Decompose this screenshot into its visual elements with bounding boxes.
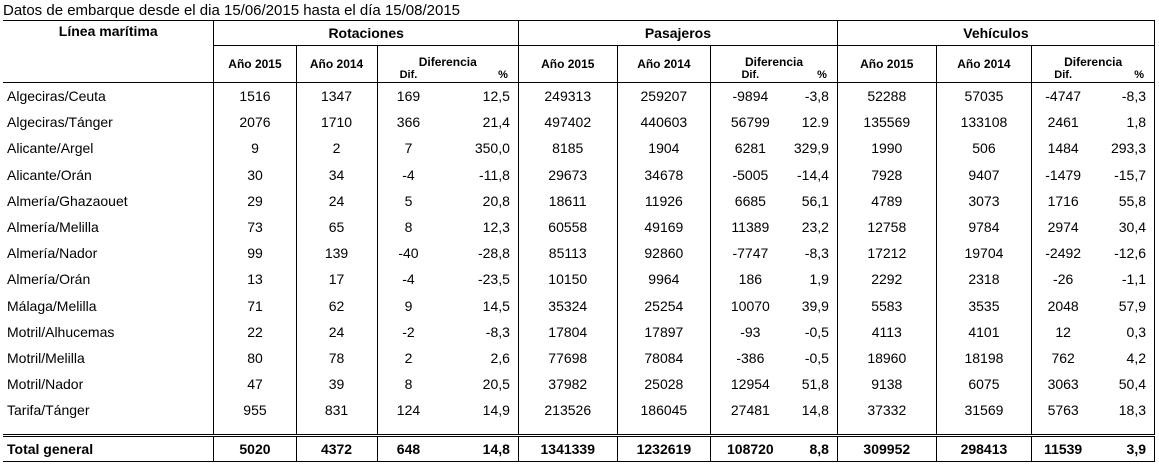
route-name: Motril/Nador (3, 371, 214, 397)
column-header-linea: Línea marítima (3, 21, 214, 83)
rot-year2014-cell: 1347 (296, 83, 377, 110)
rot-pct-cell: -11,8 (479, 166, 510, 183)
table-row (3, 319, 1155, 345)
veh-year2015-header: Año 2015 (837, 46, 936, 83)
rot-year2014-cell: 2 (296, 135, 377, 161)
pas-year2014-cell: 1904 (617, 135, 711, 161)
pas-dif-cell: 11389 (711, 214, 790, 240)
rot-pct-cell: 14,9 (482, 402, 510, 419)
veh-year2015-cell: 37332 (837, 397, 936, 423)
veh-year2015-cell: 18960 (837, 345, 936, 371)
pas-year2015-cell: 37982 (518, 371, 617, 397)
rot-year2015-cell: 22 (214, 319, 296, 345)
veh-year2015-cell: 2292 (837, 266, 936, 292)
veh-pct-header: % (1094, 69, 1154, 83)
table-row (3, 293, 1155, 319)
rot-year2014-cell: 34 (296, 162, 377, 188)
veh-year2014-cell: 6075 (936, 371, 1032, 397)
veh-year2014-cell: 2318 (936, 266, 1032, 292)
veh-year2015-cell: 7928 (837, 162, 936, 188)
pas-dif-cell: 12954 (711, 371, 790, 397)
table-row (3, 162, 1155, 188)
pas-pct-cell: 12.9 (801, 114, 829, 131)
rot-year2015-cell: 99 (214, 240, 296, 266)
table-row (3, 83, 1155, 110)
pas-year2014-header: Año 2014 (617, 46, 711, 83)
pas-pct-cell: -0,5 (804, 349, 829, 366)
veh-pct-cell: 1,8 (1094, 109, 1154, 135)
rot-dif-cell: 124 (377, 397, 439, 423)
pas-pct-cell: 51,8 (801, 376, 829, 393)
separator-cell (617, 423, 711, 436)
veh-dif-cell: 12 (1032, 319, 1094, 345)
route-name: Almería/Nador (3, 240, 214, 266)
rot-year2014-cell: 78 (296, 345, 377, 371)
route-name: Motril/Alhucemas (3, 319, 214, 345)
separator-cell (439, 423, 518, 436)
rot-pct-cell: -23,5 (477, 271, 510, 288)
veh-dif-cell: 1716 (1032, 188, 1094, 214)
veh-dif-cell: 2974 (1032, 214, 1094, 240)
header-row-groups (3, 21, 1155, 46)
veh-dif-cell: 5763 (1032, 397, 1094, 423)
separator-cell (1032, 423, 1094, 436)
pas-diferencia-header: Diferencia (711, 46, 838, 70)
group-header-rotaciones: Rotaciones (214, 21, 518, 46)
rot-year2014-cell: 62 (296, 293, 377, 319)
pas-dif-cell: -5005 (711, 162, 790, 188)
pas-year2015-cell: 10150 (518, 266, 617, 292)
separator-cell (296, 423, 377, 436)
rot-year2014-cell: 1710 (296, 109, 377, 135)
rot-year2015-cell: 47 (214, 371, 296, 397)
rot-year2015-cell: 9 (214, 135, 296, 161)
table-row (3, 266, 1155, 292)
route-name: Total general (3, 436, 214, 462)
rot-dif-cell: 5 (377, 188, 439, 214)
rot-year2015-header: Año 2015 (214, 46, 296, 83)
separator-cell (711, 423, 790, 436)
separator-cell (790, 423, 838, 436)
pas-dif-cell: -93 (711, 319, 790, 345)
route-name: Algeciras/Tánger (3, 109, 214, 135)
rot-year2014-cell: 39 (296, 371, 377, 397)
veh-year2014-cell: 4101 (936, 319, 1032, 345)
rot-pct-cell: 20,5 (482, 376, 510, 393)
pas-year2015-cell: 60558 (518, 214, 617, 240)
rot-pct-cell: 2,6 (490, 349, 510, 366)
rot-pct-cell: 14,8 (439, 436, 518, 462)
route-name: Málaga/Melilla (3, 293, 214, 319)
rot-pct-header: % (439, 69, 518, 83)
veh-year2014-cell: 133108 (936, 109, 1032, 135)
veh-year2015-cell: 4789 (837, 188, 936, 214)
veh-pct-cell: -15,7 (1094, 162, 1154, 188)
pas-dif-cell: 56799 (711, 109, 790, 135)
veh-pct-cell: 50,4 (1094, 371, 1154, 397)
pas-year2014-cell: 259207 (617, 83, 711, 110)
pas-pct-cell: 56,1 (801, 192, 829, 209)
veh-pct-cell: 18,3 (1094, 397, 1154, 423)
rot-pct-cell: 20,8 (482, 192, 510, 209)
veh-year2014-cell: 9784 (936, 214, 1032, 240)
rot-dif-cell: -4 (377, 162, 439, 188)
pas-pct-cell: 1,9 (809, 271, 829, 288)
veh-year2014-cell: 19704 (936, 240, 1032, 266)
veh-year2014-cell: 3535 (936, 293, 1032, 319)
route-name: Motril/Melilla (3, 345, 214, 371)
veh-dif-cell: -26 (1032, 266, 1094, 292)
rot-pct-cell: -28,8 (477, 245, 510, 262)
pas-year2014-cell: 440603 (617, 109, 711, 135)
rot-year2015-cell: 5020 (214, 436, 296, 462)
total-separator (3, 423, 1155, 436)
veh-pct-cell: -8,3 (1094, 83, 1154, 110)
pas-year2015-cell: 1341339 (518, 436, 617, 462)
pas-year2014-cell: 9964 (617, 266, 711, 292)
pas-year2015-cell: 35324 (518, 293, 617, 319)
veh-pct-cell: -1,1 (1094, 266, 1154, 292)
pas-dif-cell: 6281 (711, 135, 790, 161)
veh-year2014-cell: 9407 (936, 162, 1032, 188)
veh-pct-cell: 4,2 (1094, 345, 1154, 371)
veh-dif-cell: 762 (1032, 345, 1094, 371)
rot-dif-cell: 8 (377, 371, 439, 397)
pas-pct-cell: 14,8 (801, 402, 829, 419)
table-row (3, 135, 1155, 161)
pas-year2015-cell: 8185 (518, 135, 617, 161)
veh-year2014-header: Año 2014 (936, 46, 1032, 83)
rot-year2015-cell: 71 (214, 293, 296, 319)
pas-year2014-cell: 78084 (617, 345, 711, 371)
veh-year2015-cell: 52288 (837, 83, 936, 110)
veh-year2014-cell: 298413 (936, 436, 1032, 462)
pas-year2014-cell: 25254 (617, 293, 711, 319)
rot-year2014-cell: 65 (296, 214, 377, 240)
rot-dif-cell: -2 (377, 319, 439, 345)
veh-year2015-cell: 9138 (837, 371, 936, 397)
separator-cell (377, 423, 439, 436)
rot-pct-cell: 12,5 (482, 88, 510, 105)
rot-year2014-cell: 17 (296, 266, 377, 292)
rot-year2014-cell: 24 (296, 188, 377, 214)
rot-pct-cell: 350,0 (474, 140, 510, 157)
rot-dif-cell: 9 (377, 293, 439, 319)
route-name: Algeciras/Ceuta (3, 83, 214, 110)
pas-year2014-cell: 11926 (617, 188, 711, 214)
rot-year2014-cell: 139 (296, 240, 377, 266)
rot-year2015-cell: 80 (214, 345, 296, 371)
route-name: Alicante/Argel (3, 135, 214, 161)
veh-year2015-cell: 5583 (837, 293, 936, 319)
separator-cell (936, 423, 1032, 436)
veh-year2015-cell: 309952 (837, 436, 936, 462)
pas-pct-cell: -14,4 (797, 166, 829, 183)
veh-dif-cell: -2492 (1032, 240, 1094, 266)
table-row (3, 371, 1155, 397)
veh-pct-cell: 0,3 (1094, 319, 1154, 345)
separator-cell (3, 423, 214, 436)
pas-dif-header: Dif. (711, 69, 790, 83)
pas-pct-cell: -3,8 (804, 88, 829, 105)
separator-cell (214, 423, 296, 436)
rot-dif-cell: -40 (377, 240, 439, 266)
veh-pct-cell: 3,9 (1094, 436, 1154, 462)
rot-year2015-cell: 30 (214, 162, 296, 188)
total-row (3, 436, 1155, 462)
pas-year2014-cell: 186045 (617, 397, 711, 423)
table-caption: Datos de embarque desde el dia 15/06/2015 hasta el día 15/08/2015 (3, 2, 461, 19)
veh-diferencia-header: Diferencia (1032, 46, 1155, 70)
rot-dif-cell: -4 (377, 266, 439, 292)
rot-year2015-cell: 1516 (214, 83, 296, 110)
route-name: Almería/Ghazaouet (3, 188, 214, 214)
pas-pct-cell: 329,9 (793, 140, 829, 157)
rot-dif-cell: 169 (377, 83, 439, 110)
veh-dif-cell: 11539 (1032, 436, 1094, 462)
rot-year2014-cell: 24 (296, 319, 377, 345)
pas-year2015-cell: 249313 (518, 83, 617, 110)
veh-dif-cell: 2461 (1032, 109, 1094, 135)
rot-dif-cell: 8 (377, 214, 439, 240)
veh-pct-cell: 30,4 (1094, 214, 1154, 240)
veh-year2015-cell: 17212 (837, 240, 936, 266)
rot-dif-cell: 7 (377, 135, 439, 161)
rot-year2014-header: Año 2014 (296, 46, 377, 83)
rot-pct-cell: -8,3 (485, 323, 510, 340)
veh-year2014-cell: 57035 (936, 83, 1032, 110)
veh-pct-cell: 57,9 (1094, 293, 1154, 319)
route-name: Alicante/Orán (3, 162, 214, 188)
veh-pct-cell: -12,6 (1094, 240, 1154, 266)
table-row (3, 240, 1155, 266)
pas-pct-cell: 39,9 (801, 297, 829, 314)
veh-year2014-cell: 506 (936, 135, 1032, 161)
pas-year2014-cell: 92860 (617, 240, 711, 266)
rot-year2014-cell: 831 (296, 397, 377, 423)
table-row (3, 345, 1155, 371)
embarkation-table (3, 20, 1155, 462)
veh-year2015-cell: 1990 (837, 135, 936, 161)
veh-year2015-cell: 135569 (837, 109, 936, 135)
table-row (3, 214, 1155, 240)
veh-year2014-cell: 31569 (936, 397, 1032, 423)
route-name: Almería/Melilla (3, 214, 214, 240)
group-header-pasajeros: Pasajeros (518, 21, 837, 46)
veh-pct-cell: 55,8 (1094, 188, 1154, 214)
pas-year2015-cell: 77698 (518, 345, 617, 371)
rot-year2015-cell: 29 (214, 188, 296, 214)
pas-year2015-cell: 85113 (518, 240, 617, 266)
pas-pct-cell: -8,3 (804, 245, 829, 262)
pas-dif-cell: 10070 (711, 293, 790, 319)
separator-cell (518, 423, 617, 436)
pas-year2015-cell: 213526 (518, 397, 617, 423)
group-header-vehiculos: Vehículos (837, 21, 1154, 46)
rot-diferencia-header: Diferencia (377, 46, 518, 70)
pas-year2015-cell: 497402 (518, 109, 617, 135)
pas-pct-cell: 8,8 (790, 436, 838, 462)
pas-year2015-cell: 17804 (518, 319, 617, 345)
rot-year2015-cell: 2076 (214, 109, 296, 135)
pas-dif-cell: 108720 (711, 436, 790, 462)
separator-cell (1094, 423, 1154, 436)
veh-dif-cell: -1479 (1032, 162, 1094, 188)
veh-dif-cell: 1484 (1032, 135, 1094, 161)
rot-pct-cell: 21,4 (482, 114, 510, 131)
pas-year2015-cell: 29673 (518, 162, 617, 188)
veh-dif-cell: -4747 (1032, 83, 1094, 110)
pas-year2014-cell: 1232619 (617, 436, 711, 462)
pas-dif-cell: 27481 (711, 397, 790, 423)
rot-year2015-cell: 73 (214, 214, 296, 240)
pas-dif-cell: -386 (711, 345, 790, 371)
rot-dif-header: Dif. (377, 69, 439, 83)
veh-year2015-cell: 12758 (837, 214, 936, 240)
rot-dif-cell: 366 (377, 109, 439, 135)
pas-pct-cell: 23,2 (801, 219, 829, 236)
rot-dif-cell: 648 (377, 436, 439, 462)
route-name: Almería/Orán (3, 266, 214, 292)
pas-dif-cell: 6685 (711, 188, 790, 214)
table-row (3, 188, 1155, 214)
veh-year2015-cell: 4113 (837, 319, 936, 345)
veh-year2014-cell: 3073 (936, 188, 1032, 214)
veh-pct-cell: 293,3 (1094, 135, 1154, 161)
veh-dif-header: Dif. (1032, 69, 1094, 83)
pas-year2015-cell: 18611 (518, 188, 617, 214)
veh-year2014-cell: 18198 (936, 345, 1032, 371)
pas-dif-cell: -7747 (711, 240, 790, 266)
pas-year2014-cell: 49169 (617, 214, 711, 240)
rot-year2014-cell: 4372 (296, 436, 377, 462)
pas-year2014-cell: 25028 (617, 371, 711, 397)
rot-dif-cell: 2 (377, 345, 439, 371)
pas-year2014-cell: 34678 (617, 162, 711, 188)
pas-dif-cell: -9894 (711, 83, 790, 110)
rot-pct-cell: 14,5 (482, 297, 510, 314)
veh-dif-cell: 2048 (1032, 293, 1094, 319)
pas-pct-cell: -0,5 (804, 323, 829, 340)
rot-year2015-cell: 13 (214, 266, 296, 292)
veh-dif-cell: 3063 (1032, 371, 1094, 397)
rot-year2015-cell: 955 (214, 397, 296, 423)
route-name: Tarifa/Tánger (3, 397, 214, 423)
pas-pct-header: % (790, 69, 838, 83)
pas-dif-cell: 186 (711, 266, 790, 292)
table-row (3, 397, 1155, 423)
table-row (3, 109, 1155, 135)
rot-pct-cell: 12,3 (482, 219, 510, 236)
pas-year2014-cell: 17897 (617, 319, 711, 345)
pas-year2015-header: Año 2015 (518, 46, 617, 83)
separator-cell (837, 423, 936, 436)
